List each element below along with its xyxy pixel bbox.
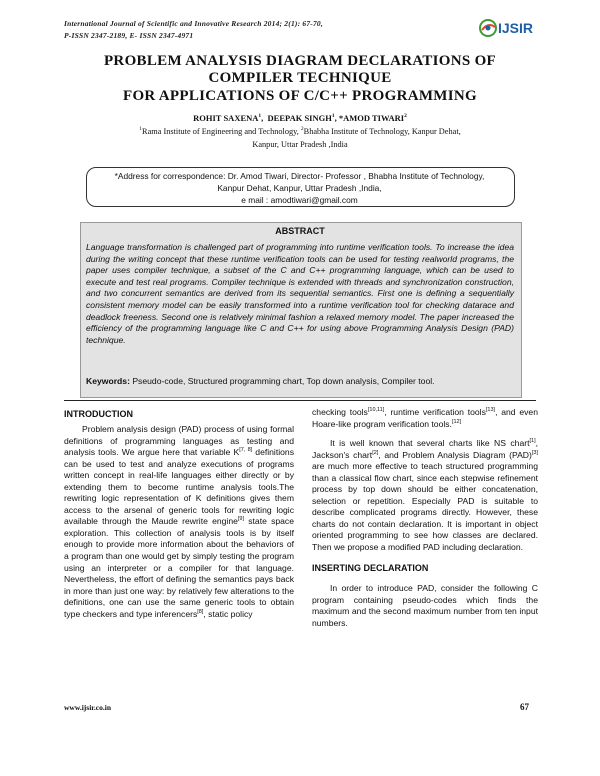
author-1: ROHIT SAXENA (193, 113, 259, 123)
paper-title-line-3: FOR APPLICATIONS OF C/C++ PROGRAMMING (122, 88, 478, 104)
page-number: 67 (520, 702, 529, 712)
correspondence-line-1: *Address for correspondence: Dr. Amod Tiwari, Director- Professor , Bhabha Institute of Technology, (114, 171, 485, 181)
footer-url: www.ijsir.co.in (64, 703, 112, 712)
issn-line: P-ISSN 2347-2189, E- ISSN 2347-4971 (64, 31, 194, 40)
right-column-body: checking tools[10,11], runtime verification tools[13], and even Hoare-like program verification tools.[12] It is well known that several charts like NS chart[1], Jackson's chart[2], and Problem Analysis Diagram (PAD)[3] are much more effective to teach structured programming than a classical flow chart, since each stepwise refinement process by top down should be either concatenation, selection or repetition. Especially PAD is suitable to describe complicated programs directly. However, these charts do not contain declaration. It is important in object oriented programming to see how classes are declared. Then we propose a modified PAD including declaration. INSERTING DECLARATION In order to introduce PAD, consider the following C program containing pseudo-codes which finds the maximum and the second maximum number from ten input numbers. (312, 407, 538, 628)
journal-logo (478, 18, 552, 38)
journal-logo-icon (478, 18, 500, 40)
author-list: ROHIT SAXENA$^1$, DEEPAK SINGH$^1$, *AMOD TIWARI$^2$ (193, 113, 407, 123)
inserting-declaration-heading: INSERTING DECLARATION (312, 562, 429, 573)
journal-logo-text: IJSIR (498, 20, 534, 36)
introduction-body: Problem analysis design (PAD) process of using formal definitions of programming languages as testing and analysis tools. We argue here that variable K[7, 8] definitions can be used to test and analyze executions of programs written concept in real-life languages either directly or by extending them to become runtime analysis tools.The rewriting logic representation of K definitions gives them access to the arsenal of generic tools for rewriting logic available through the Maude rewrite engine[9] state space exploration. This collection of analysis tools is by itself enough to provide more information about the behaviors of a program than one would get by simply testing the program using an interpreter or a compiler for that language. Nevertheless, the effort of defining the semantics pays back in more than just one way: by relatively few alterations to the definitions, one can use the same generic tools to obtain type checkers and type inferencers[8], static policy (64, 424, 294, 619)
affiliation-line-2: Kanpur, Uttar Pradesh ,India (252, 140, 348, 149)
paper-title-line-1: PROBLEM ANALYSIS DIAGRAM DECLARATIONS OF (103, 53, 497, 69)
correspondence-line-2: Kanpur Dehat, Kanpur, Uttar Pradesh ,India, (217, 183, 382, 193)
journal-citation: International Journal of Scientific and Innovative Research 2014; 2(1): 67-70, (64, 19, 323, 28)
correspondence-email: e mail : amodtiwari@gmail.com (241, 195, 358, 205)
keywords-line (86, 376, 514, 386)
author-2: DEEPAK SINGH (267, 113, 332, 123)
keywords-text: Pseudo-code, Structured programming chart, Top down analysis, Compiler tool. (132, 376, 435, 386)
abstract-text: Language transformation is challenged part of programming into runtime verification tools. To increase the idea during the writing concept that these runtime verification tools can be used for testing realworld programs, the paper uses compiler technique, a subset of the C and C++ programming language, which can be used to execute and test real programs. Compiler technique is extended with threads and synchronization construction, and two concurrent semantics are derived from its sequential semantics. First one is defining a sequentially consistent memory model can be easily transformed into a runtime verification tool for checking datarace and deadlock freeness. Second one is relatively minimal fashion a relaxed memory model. The paper increased the efficiency of the programming language like C and C++ for using above Programming Analysis Design (PAD) technique. (86, 242, 514, 345)
author-3: *AMOD TIWARI (338, 113, 405, 123)
inserting-declaration-text: In order to introduce PAD, consider the following C program containing pseudo-codes which finds the maximum and the second maximum number from ten input numbers. (312, 583, 538, 628)
introduction-heading: INTRODUCTION (64, 409, 133, 419)
affiliation-line-1: $^1$Rama Institute of Engineering and Technology, $^2$Bhabha Institute of Technology, Kanpur Dehat, (139, 126, 461, 136)
abstract-heading: ABSTRACT (275, 226, 325, 236)
paper-title-line-2: COMPILER TECHNIQUE (208, 70, 392, 86)
section-divider (64, 400, 536, 401)
keywords-label: Keywords: (86, 376, 130, 386)
